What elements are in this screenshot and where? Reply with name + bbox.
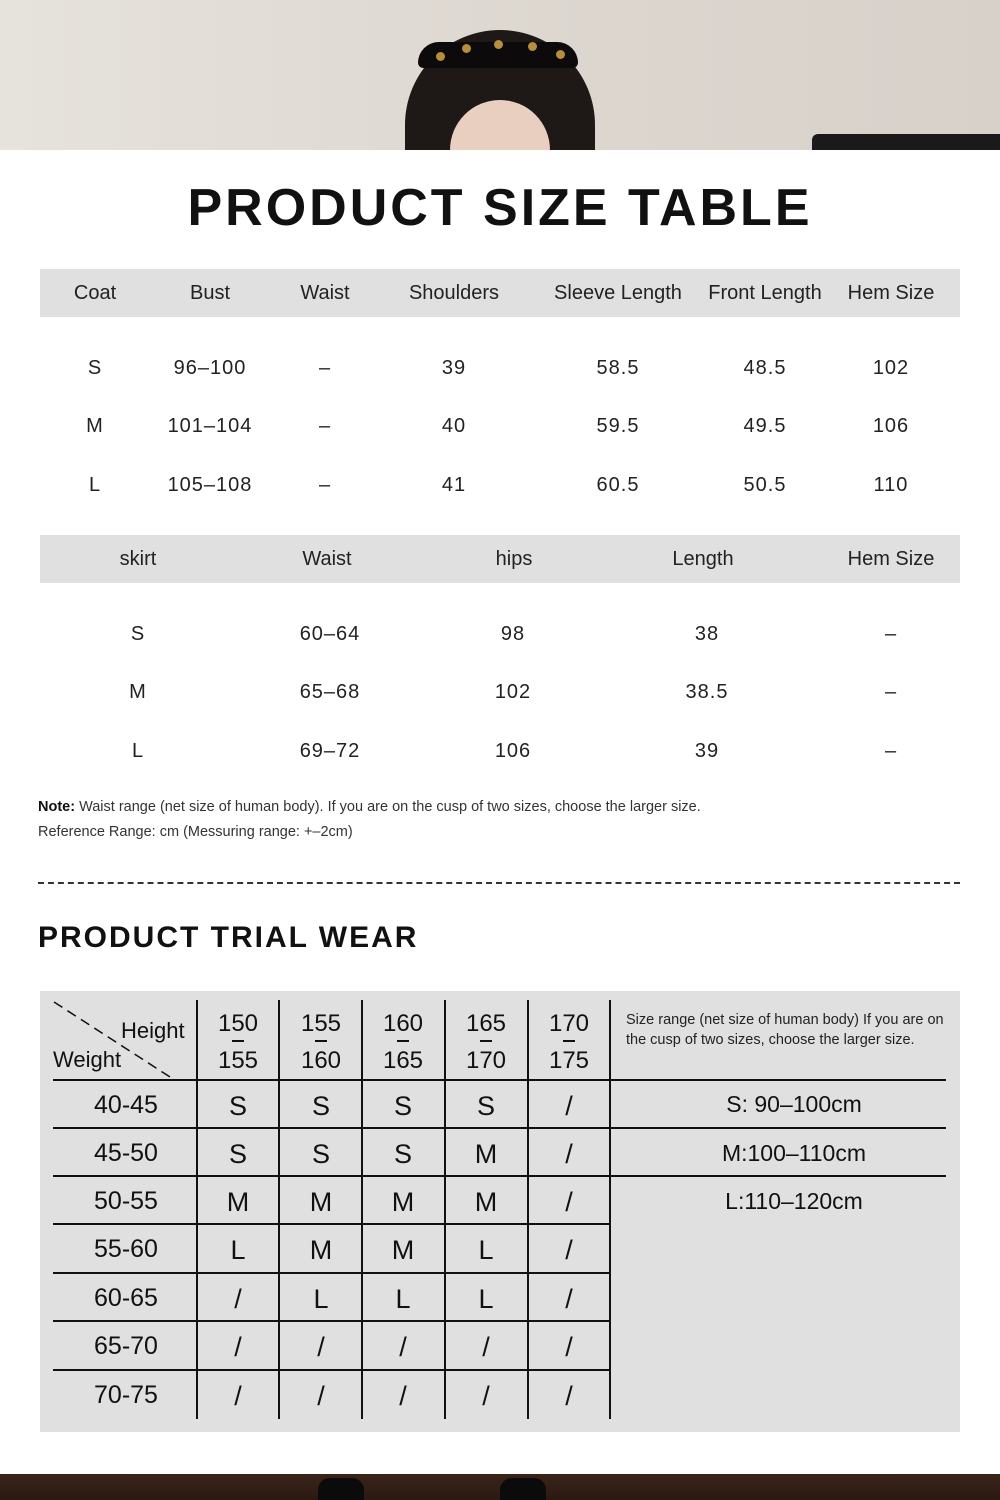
coat-table-cell: S bbox=[87, 357, 103, 379]
coat-header-cell: Waist bbox=[300, 282, 350, 304]
coat-table-cell: – bbox=[318, 474, 332, 496]
size-recommendation-cell: S bbox=[228, 1139, 247, 1169]
trial-wear-title: PRODUCT TRIAL WEAR bbox=[38, 921, 419, 954]
coat-header-cell: Coat bbox=[73, 282, 117, 304]
grid-vertical-line bbox=[278, 1000, 280, 1419]
weight-range-label: 55-60 bbox=[94, 1235, 158, 1263]
weight-range-label: 65-70 bbox=[94, 1332, 158, 1360]
coat-table-cell: M bbox=[86, 415, 104, 437]
skirt-header-cell: hips bbox=[495, 548, 533, 570]
height-range-separator bbox=[232, 1040, 244, 1042]
size-recommendation-cell: S bbox=[393, 1139, 412, 1169]
weight-range-label: 45-50 bbox=[94, 1139, 158, 1167]
coat-table-cell: L bbox=[88, 474, 102, 496]
size-recommendation-cell: / bbox=[234, 1381, 242, 1411]
bust-range-value: L:110–120cm bbox=[725, 1188, 863, 1214]
skirt-table-cell: 60–64 bbox=[299, 623, 361, 645]
weight-range-label: 50-55 bbox=[94, 1187, 158, 1215]
size-recommendation-cell: / bbox=[565, 1332, 573, 1362]
size-recommendation-cell: S bbox=[393, 1091, 412, 1121]
corner-weight-label: Weight bbox=[53, 1047, 122, 1072]
skirt-table-cell: 98 bbox=[500, 623, 526, 645]
skirt-table-row bbox=[40, 736, 960, 766]
skirt-table-header bbox=[40, 535, 960, 583]
dashed-divider bbox=[38, 882, 960, 884]
skirt-header-cell: Hem Size bbox=[847, 548, 935, 570]
size-recommendation-cell: S bbox=[311, 1091, 330, 1121]
height-range-end: 155 bbox=[217, 1047, 259, 1074]
bust-range-value: S: 90–100cm bbox=[726, 1091, 862, 1117]
size-recommendation-cell: S bbox=[311, 1139, 330, 1169]
height-range-separator bbox=[563, 1040, 575, 1042]
skirt-table-cell: 69–72 bbox=[299, 740, 361, 762]
coat-header-cell: Shoulders bbox=[408, 282, 500, 304]
size-recommendation-cell: L bbox=[230, 1235, 246, 1265]
coat-header-cell: Bust bbox=[189, 282, 231, 304]
skirt-table-cell: – bbox=[884, 681, 898, 703]
weight-range-label: 60-65 bbox=[94, 1284, 158, 1312]
size-recommendation-cell: / bbox=[317, 1381, 325, 1411]
size-recommendation-cell: M bbox=[391, 1187, 415, 1217]
size-recommendation-cell: S bbox=[476, 1091, 495, 1121]
size-recommendation-cell: / bbox=[234, 1332, 242, 1362]
coat-table-row bbox=[40, 470, 960, 500]
model-photo-top bbox=[0, 0, 1000, 150]
skirt-table-cell: 38.5 bbox=[685, 681, 729, 703]
size-note bbox=[38, 797, 701, 817]
corner-height-label: Height bbox=[121, 1018, 185, 1043]
weight-range-label: 70-75 bbox=[94, 1381, 158, 1409]
coat-table-cell: 41 bbox=[441, 474, 467, 496]
coat-table-cell: – bbox=[318, 415, 332, 437]
height-range-end: 175 bbox=[548, 1047, 590, 1074]
coat-table-cell: 59.5 bbox=[596, 415, 640, 437]
headband-bead bbox=[436, 52, 445, 61]
coat-size-table bbox=[40, 269, 960, 499]
size-recommendation-cell: / bbox=[565, 1381, 573, 1411]
coat-table-cell: 50.5 bbox=[743, 474, 787, 496]
coat-table-cell: 40 bbox=[441, 415, 467, 437]
skirt-header-cell: Waist bbox=[302, 548, 352, 570]
size-recommendation-cell: / bbox=[317, 1332, 325, 1362]
coat-header-cell: Front Length bbox=[708, 282, 822, 304]
size-recommendation-cell: M bbox=[309, 1235, 333, 1265]
model-shoe bbox=[318, 1478, 364, 1500]
height-range-end: 170 bbox=[465, 1047, 507, 1074]
size-range-note: Size range (net size of human body) If you are on the cusp of two sizes, choose the larger size. bbox=[626, 1012, 944, 1048]
size-recommendation-cell: / bbox=[399, 1381, 407, 1411]
skirt-header-cell: skirt bbox=[119, 548, 157, 570]
height-range-end: 160 bbox=[300, 1047, 342, 1074]
size-recommendation-cell: M bbox=[474, 1187, 498, 1217]
size-recommendation-cell: / bbox=[565, 1187, 573, 1217]
model-photo-bottom bbox=[0, 1474, 1000, 1500]
headband-bead bbox=[494, 40, 503, 49]
coat-header-cell: Sleeve Length bbox=[554, 282, 682, 304]
height-range-separator bbox=[397, 1040, 409, 1042]
chair-back bbox=[812, 134, 1000, 150]
size-recommendation-cell: L bbox=[313, 1284, 329, 1314]
headband-bead bbox=[556, 50, 565, 59]
skirt-table-cell: 39 bbox=[694, 740, 720, 762]
coat-table-cell: 60.5 bbox=[596, 474, 640, 496]
size-recommendation-cell: L bbox=[478, 1235, 494, 1265]
height-range-end: 165 bbox=[382, 1047, 424, 1074]
coat-table-cell: – bbox=[318, 357, 332, 379]
size-recommendation-cell: L bbox=[478, 1284, 494, 1314]
coat-table-row bbox=[40, 411, 960, 441]
skirt-table-cell: – bbox=[884, 623, 898, 645]
skirt-table-cell: 102 bbox=[494, 681, 532, 703]
height-range-separator bbox=[480, 1040, 492, 1042]
size-recommendation-cell: / bbox=[234, 1284, 242, 1314]
size-recommendation-cell: M bbox=[391, 1235, 415, 1265]
height-range-start: 155 bbox=[300, 1010, 342, 1037]
coat-table-cell: 49.5 bbox=[743, 415, 787, 437]
size-recommendation-cell: / bbox=[482, 1381, 490, 1411]
coat-table-cell: 101–104 bbox=[167, 415, 253, 437]
skirt-table-cell: – bbox=[884, 740, 898, 762]
skirt-size-table bbox=[40, 535, 960, 765]
size-recommendation-cell: M bbox=[309, 1187, 333, 1217]
coat-table-cell: 96–100 bbox=[173, 357, 247, 379]
size-recommendation-cell: / bbox=[565, 1235, 573, 1265]
coat-table-cell: 102 bbox=[872, 357, 910, 379]
coat-table-cell: 106 bbox=[872, 415, 910, 437]
coat-table-cell: 58.5 bbox=[596, 357, 640, 379]
coat-table-cell: 110 bbox=[873, 474, 909, 496]
size-recommendation-cell: M bbox=[474, 1139, 498, 1169]
coat-table-cell: 48.5 bbox=[743, 357, 787, 379]
skirt-table-cell: S bbox=[130, 623, 146, 645]
coat-header-cell: Hem Size bbox=[847, 282, 935, 304]
height-range-start: 160 bbox=[382, 1010, 424, 1037]
size-recommendation-cell: M bbox=[226, 1187, 250, 1217]
coat-table-cell: 39 bbox=[441, 357, 467, 379]
size-recommendation-cell: S bbox=[228, 1091, 247, 1121]
height-range-start: 170 bbox=[548, 1010, 590, 1037]
height-range-start: 165 bbox=[465, 1010, 507, 1037]
size-recommendation-cell: / bbox=[565, 1139, 573, 1169]
size-recommendation-cell: / bbox=[399, 1332, 407, 1362]
skirt-table-row bbox=[40, 619, 960, 649]
skirt-table-cell: 106 bbox=[494, 740, 532, 762]
size-recommendation-cell: / bbox=[565, 1091, 573, 1121]
coat-table-row bbox=[40, 353, 960, 383]
size-recommendation-cell: / bbox=[565, 1284, 573, 1314]
bust-range-value: M:100–110cm bbox=[721, 1140, 867, 1166]
headband-bead bbox=[528, 42, 537, 51]
skirt-table-row bbox=[40, 677, 960, 707]
coat-table-cell: 105–108 bbox=[167, 474, 253, 496]
skirt-table-cell: 65–68 bbox=[299, 681, 361, 703]
weight-range-label: 40-45 bbox=[94, 1091, 158, 1119]
coat-table-header bbox=[40, 269, 960, 317]
note-text: Waist range (net size of human body). If you are on the cusp of two sizes, choose the larger size. bbox=[75, 799, 701, 815]
headband-bead bbox=[462, 44, 471, 53]
note-label: Note: bbox=[38, 799, 76, 815]
height-range-start: 150 bbox=[217, 1010, 259, 1037]
height-range-separator bbox=[315, 1040, 327, 1042]
size-recommendation-cell: L bbox=[395, 1284, 411, 1314]
skirt-table-cell: M bbox=[129, 681, 147, 703]
grid-vertical-line bbox=[609, 1000, 611, 1419]
page-title: PRODUCT SIZE TABLE bbox=[187, 179, 813, 237]
skirt-header-cell: Length bbox=[672, 548, 734, 570]
skirt-table-cell: 38 bbox=[694, 623, 720, 645]
reference-range-note: Reference Range: cm (Messuring range: +–2cm) bbox=[38, 824, 353, 840]
size-recommendation-cell: / bbox=[482, 1332, 490, 1362]
skirt-table-cell: L bbox=[131, 740, 145, 762]
model-shoe bbox=[500, 1478, 546, 1500]
